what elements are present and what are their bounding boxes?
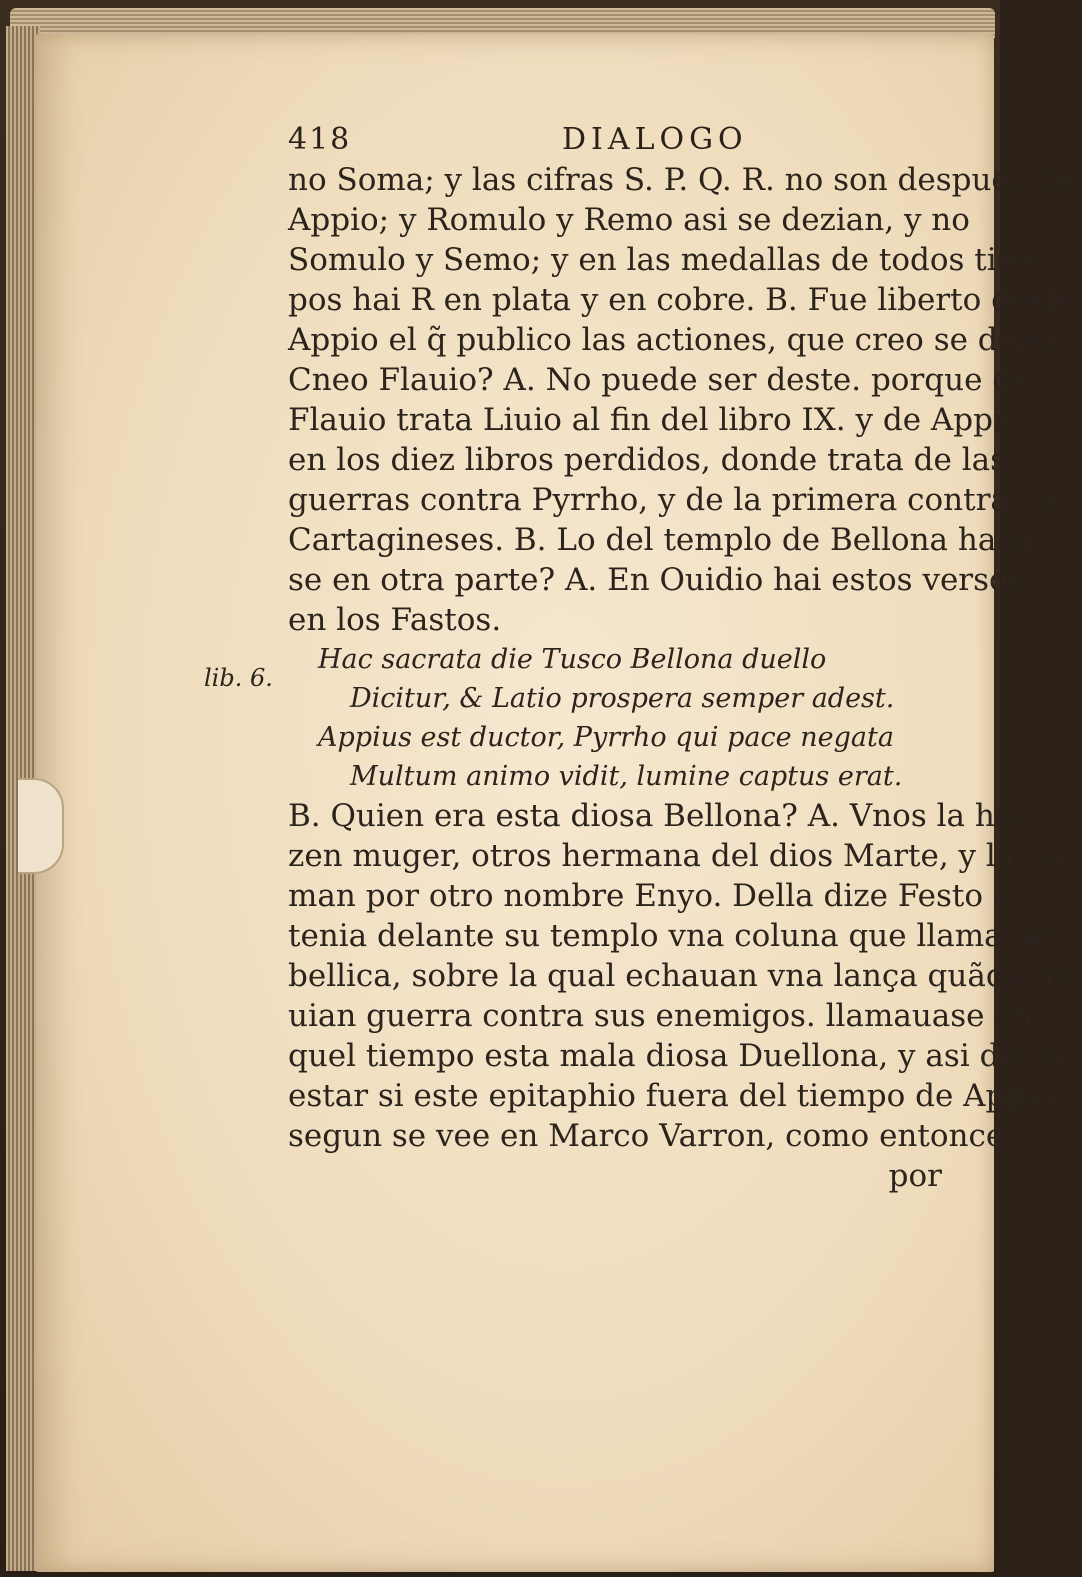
text-line: Flauio trata Liuio al fin del libro IX. y de Appio [288, 402, 1022, 438]
text-line: Appio el q̃ publico las actiones, que creo se dezia [288, 322, 1061, 358]
bookmark-tab [18, 778, 64, 874]
text-line: Cneo Flauio? A. No puede ser deste. porque de [288, 362, 1031, 398]
text-line: estar si este epitaphio fuera del tiempo de Appio, [288, 1078, 1064, 1114]
text-line: man por otro nombre Enyo. Della dize Festo q̃ [288, 878, 1013, 914]
text-line: uian guerra contra sus enemigos. llamauase en a- [288, 998, 1072, 1034]
text-line: Cartagineses. B. Lo del templo de Bellona halla [288, 522, 1035, 558]
margin-note: lib. 6. [204, 664, 273, 692]
running-head: DIALOGO [562, 122, 748, 157]
page-number: 418 [288, 122, 352, 157]
page-header [288, 122, 968, 162]
text-line: B. Quien era esta diosa Bellona? A. Vnos la ha- [288, 798, 1024, 834]
verse-line: Multum animo vidit, lumine captus erat. [350, 761, 903, 792]
text-line: segun se vee en Marco Varron, como entonces [288, 1118, 1021, 1154]
text-line: no Soma; y las cifras S. P. Q. R. no son despues de [288, 162, 1074, 198]
verse-line: Dicitur, & Latio prospera semper adest. [350, 683, 895, 714]
page-text [288, 160, 1082, 1196]
text-line: pos hai R en plata y en cobre. B. Fue liberto deste [288, 282, 1077, 318]
text-line: tenia delante su templo vna coluna que llamauan [288, 918, 1062, 954]
text-line: en los Fastos. [288, 602, 502, 638]
verse-line: Hac sacrata die Tusco Bellona duello [318, 644, 827, 675]
text-line: Appio; y Romulo y Remo asi se dezian, y no [288, 202, 970, 238]
text-line: Somulo y Semo; y en las medallas de todos tiem [288, 242, 1045, 278]
text-line: guerras contra Pyrrho, y de la primera contra los [288, 482, 1064, 518]
text-line: en los diez libros perdidos, donde trata de las [288, 442, 1007, 478]
catchword: por [888, 1158, 942, 1194]
text-line: zen muger, otros hermana del dios Marte, y la lla [288, 838, 1063, 874]
verse-line: Appius est ductor, Pyrrho qui pace negata [318, 722, 894, 753]
text-line: quel tiempo esta mala diosa Duellona, y asi deuia [288, 1038, 1067, 1074]
text-line: se en otra parte? A. En Ouidio hai estos versos [288, 562, 1024, 598]
text-line: bellica, sobre la qual echauan vna lança quãdo mo [288, 958, 1082, 994]
